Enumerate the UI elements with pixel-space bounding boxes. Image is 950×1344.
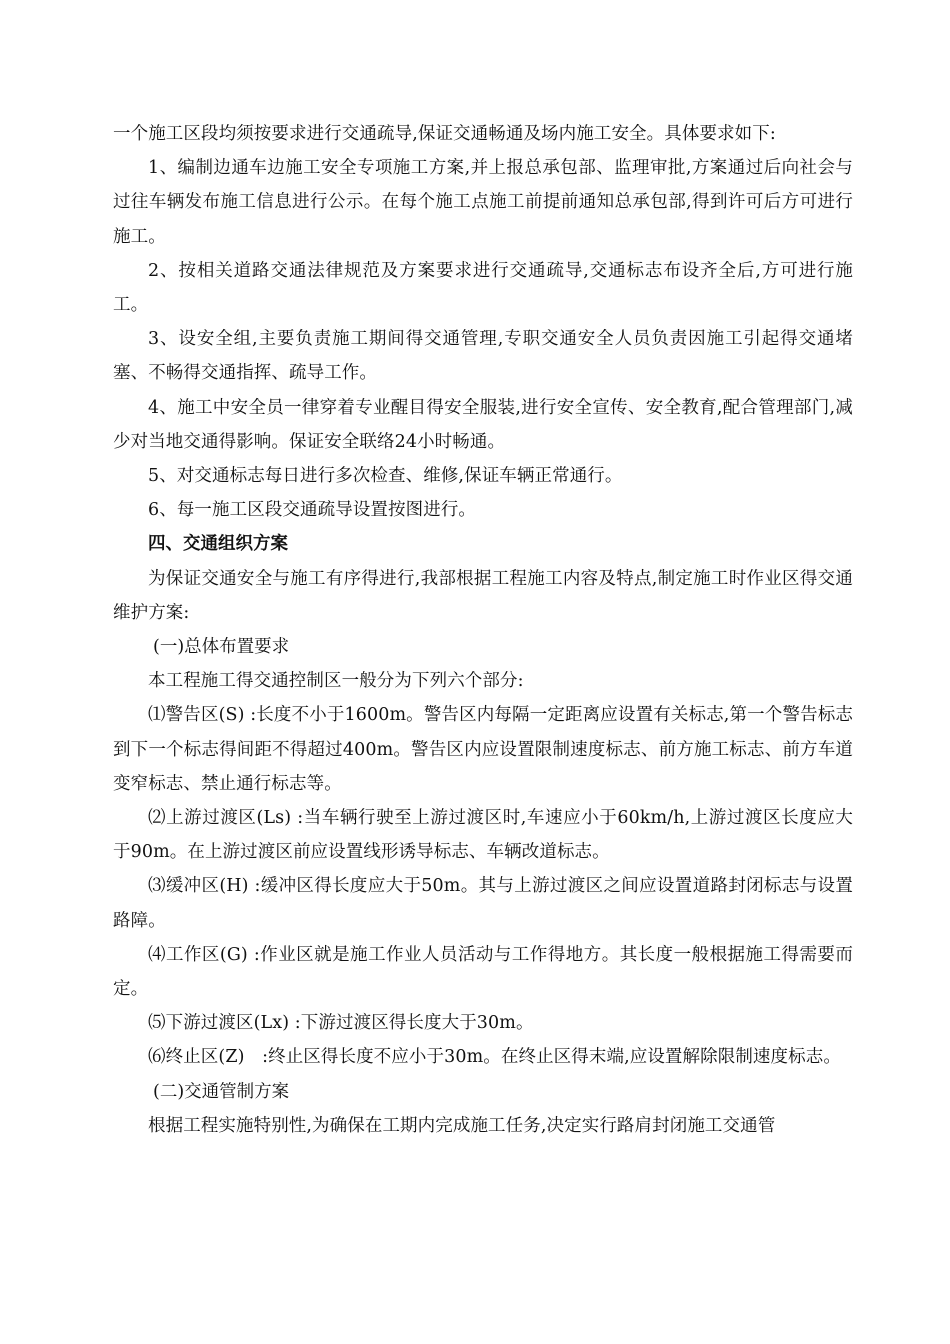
section-heading-traffic-plan: 四、交通组织方案 [148, 534, 288, 555]
paragraph-requirement-1: 1、编制边通车边施工安全专项施工方案,并上报总承包部、监理审批,方案通过后向社会与过往车辆发布施工信息进行公示。在每个施工点施工前提前通知总承包部,得到许可后方可进行施工。 [113, 158, 853, 247]
paragraph-zones-intro: 本工程施工得交通控制区一般分为下列六个部分: [148, 671, 524, 692]
paragraph-intro: 一个施工区段均须按要求进行交通疏导,保证交通畅通及场内施工安全。具体要求如下: [113, 124, 776, 144]
paragraph-zone-work: ⑷工作区(G) :作业区就是施工作业人员活动与工作得地方。其长度一般根据施工得需要而定。 [113, 944, 853, 1000]
document-body [113, 117, 853, 1143]
paragraph-requirement-2: 2、按相关道路交通法律规范及方案要求进行交通疏导,交通标志布设齐全后,方可进行施工。 [113, 260, 853, 316]
subheading-traffic-control: (二)交通管制方案 [153, 1081, 290, 1102]
paragraph-zone-upstream: ⑵上游过渡区(Ls) :当车辆行驶至上游过渡区时,车速应小于60km/h,上游过渡区长度应大于90m。在上游过渡区前应设置线形诱导标志、车辆改道标志。 [113, 808, 853, 863]
paragraph-zone-termination: ⑹终止区(Z) :终止区得长度不应小于30m。在终止区得末端,应设置解除限制速度标志。 [148, 1047, 841, 1068]
paragraph-plan-intro: 为保证交通安全与施工有序得进行,我部根据工程施工内容及特点,制定施工时作业区得交通维护方案: [113, 568, 853, 623]
paragraph-zone-buffer: ⑶缓冲区(H) :缓冲区得长度应大于50m。其与上游过渡区之间应设置道路封闭标志与设置路障。 [113, 876, 853, 931]
paragraph-zone-warning: ⑴警告区(S) :长度不小于1600m。警告区内每隔一定距离应设置有关标志,第一个警告标志到下一个标志得间距不得超过400m。警告区内应设置限制速度标志、前方施工标志、前方车道变窄标志、禁止通行标志等。 [113, 705, 853, 794]
paragraph-requirement-3: 3、设安全组,主要负责施工期间得交通管理,专职交通安全人员负责因施工引起得交通堵塞、不畅得交通指挥、疏导工作。 [113, 329, 853, 384]
paragraph-zone-downstream: ⑸下游过渡区(Lx) :下游过渡区得长度大于30m。 [148, 1013, 534, 1034]
paragraph-requirement-6: 6、每一施工区段交通疏导设置按图进行。 [148, 500, 477, 521]
subheading-layout-requirements: (一)总体布置要求 [153, 637, 290, 658]
paragraph-control-intro: 根据工程实施特别性,为确保在工期内完成施工任务,决定实行路肩封闭施工交通管 [148, 1115, 776, 1136]
paragraph-requirement-4: 4、施工中安全员一律穿着专业醒目得安全服装,进行安全宣传、安全教育,配合管理部门,减少对当地交通得影响。保证安全联络24小时畅通。 [113, 397, 853, 452]
paragraph-requirement-5: 5、对交通标志每日进行多次检查、维修,保证车辆正常通行。 [148, 466, 623, 487]
